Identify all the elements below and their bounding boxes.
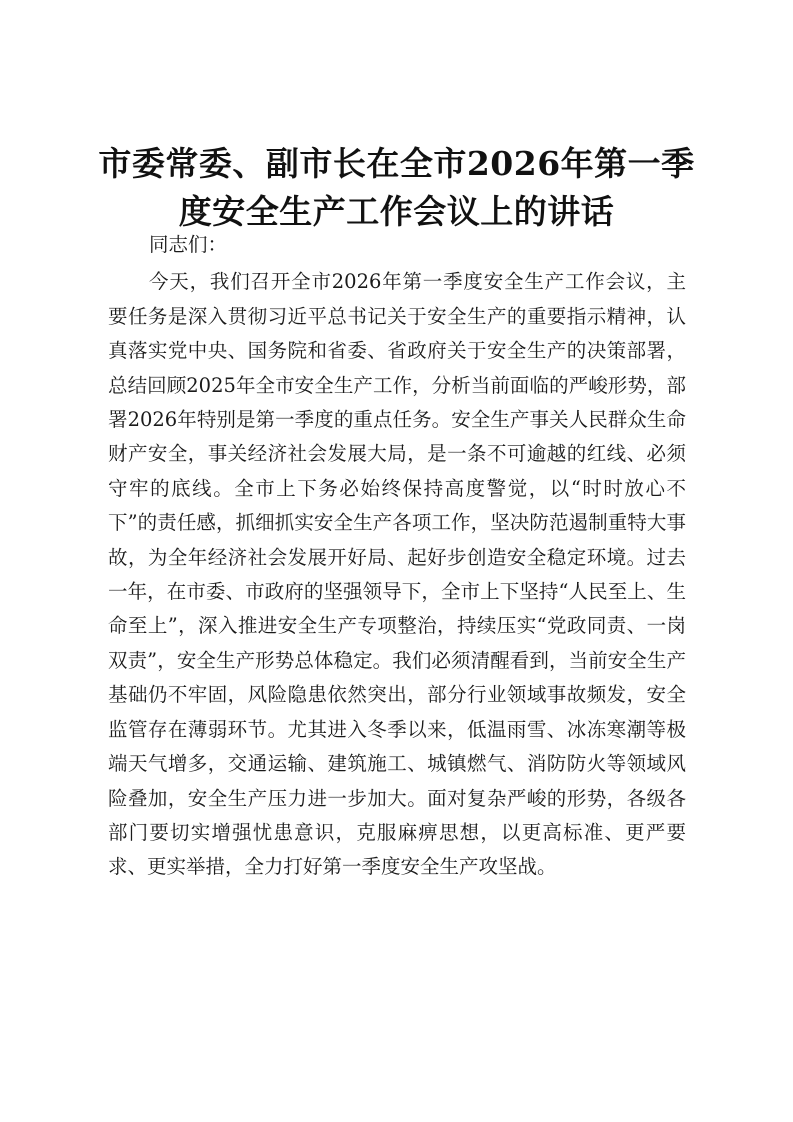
document-body (108, 228, 686, 885)
body-paragraph: 今天，我们召开全市2026年第一季度安全生产工作会议，主要任务是深入贯彻习近平总书记关于安全生产的重要指示精神，认真落实党中央、国务院和省委、省政府关于安全生产的决策部署，总结回顾2025年全市安全生产工作，分析当前面临的严峻形势，部署2026年特别是第一季度的重点任务。安全生产事关人民群众生命财产安全，事关经济社会发展大局，是一条不可逾越的红线、必须守牢的底线。全市上下务必始终保持高度警觉，以“时时放心不下”的责任感，抓细抓实安全生产各项工作，坚决防范遏制重特大事故，为全年经济社会发展开好局、起好步创造安全稳定环境。过去一年，在市委、市政府的坚强领导下，全市上下坚持“人民至上、生命至上”，深入推进安全生产专项整治，持续压实“党政同责、一岗双责”，安全生产形势总体稳定。我们必须清醒看到，当前安全生产基础仍不牢固，风险隐患依然突出，部分行业领域事故频发，安全监管存在薄弱环节。尤其进入冬季以来，低温雨雪、冰冻寒潮等极端天气增多，交通运输、建筑施工、城镇燃气、消防防火等领域风险叠加，安全生产压力进一步加大。面对复杂严峻的形势，各级各部门要切实增强忧患意识，克服麻痹思想，以更高标准、更严要求、更实举措，全力打好第一季度安全生产攻坚战。 (108, 270, 686, 879)
salutation: 同志们： (149, 233, 228, 256)
document-title: 市委常委、副市长在全市2026年第一季度安全生产工作会议上的讲话 (98, 144, 695, 231)
